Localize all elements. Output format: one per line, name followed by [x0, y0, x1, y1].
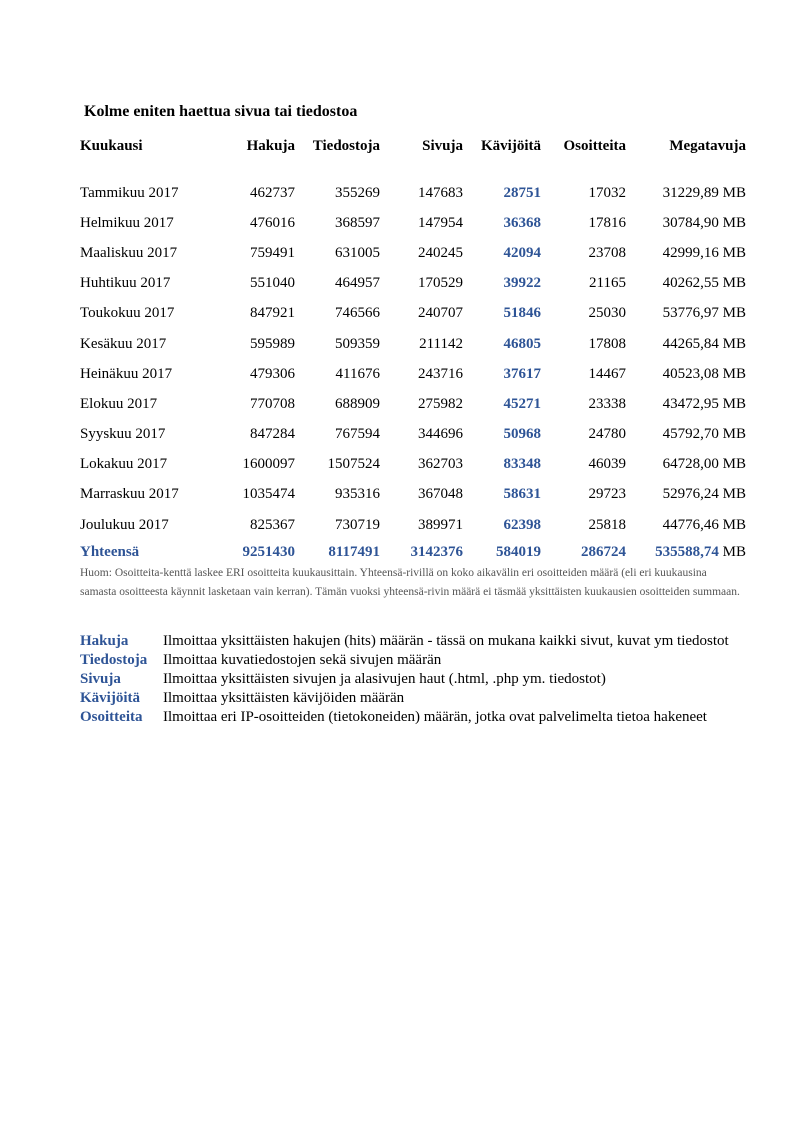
header-sivuja: Sivuja [422, 137, 463, 154]
megatavuja-value: 535588,74 [655, 543, 719, 560]
month-cell: Marraskuu 2017 [80, 486, 179, 503]
header-tiedostoja: Tiedostoja [312, 137, 380, 154]
kavijoita-cell: 62398 [503, 516, 541, 533]
header-megatavuja: Megatavuja [669, 137, 746, 154]
unit-label: MB [722, 335, 746, 352]
sivuja-cell: 147683 [418, 184, 463, 201]
hakuja-cell: 1035474 [242, 486, 295, 503]
month-cell: Toukokuu 2017 [80, 305, 175, 322]
total-row [80, 540, 746, 564]
legend-row [80, 632, 750, 651]
hakuja-cell: 462737 [250, 184, 295, 201]
osoitteita-cell: 25030 [588, 305, 626, 322]
tiedostoja-cell: 509359 [335, 335, 380, 352]
hakuja-cell: 9251430 [242, 543, 295, 560]
kavijoita-cell: 28751 [503, 184, 541, 201]
megatavuja-cell [626, 359, 746, 389]
megatavuja-cell [626, 238, 746, 268]
megatavuja-value: 42999,16 [662, 244, 719, 261]
kavijoita-cell: 37617 [503, 365, 541, 382]
megatavuja-value: 40262,55 [662, 275, 719, 292]
tiedostoja-cell: 464957 [335, 275, 380, 292]
megatavuja-cell [626, 178, 746, 208]
page-title: Kolme eniten haettua sivua tai tiedostoa [84, 103, 358, 120]
sivuja-cell: 344696 [418, 426, 463, 443]
osoitteita-cell: 14467 [588, 365, 626, 382]
sivuja-cell: 243716 [418, 365, 463, 382]
month-cell: Elokuu 2017 [80, 395, 158, 412]
osoitteita-cell: 29723 [588, 486, 626, 503]
tiedostoja-cell: 730719 [335, 516, 380, 533]
osoitteita-cell: 46039 [588, 456, 626, 473]
unit-label: MB [722, 426, 746, 443]
month-cell: Heinäkuu 2017 [80, 365, 173, 382]
hakuja-cell: 595989 [250, 335, 295, 352]
hakuja-cell: 1600097 [242, 456, 295, 473]
header-kuukausi: Kuukausi [80, 137, 143, 154]
unit-label: MB [722, 456, 746, 473]
legend-term: Osoitteita [80, 709, 143, 725]
tiedostoja-cell: 688909 [335, 395, 380, 412]
megatavuja-cell [626, 450, 746, 480]
osoitteita-cell: 21165 [589, 275, 626, 292]
table-row [80, 480, 746, 510]
unit-label: MB [722, 305, 746, 322]
kavijoita-cell: 42094 [503, 244, 541, 261]
legend-description: Ilmoittaa yksittäisten kävijöiden määrän [163, 690, 405, 706]
month-cell: Helmikuu 2017 [80, 214, 174, 231]
table-row [80, 269, 746, 299]
tiedostoja-cell: 767594 [335, 426, 380, 443]
megatavuja-value: 45792,70 [662, 426, 719, 443]
megatavuja-value: 44265,84 [662, 335, 719, 352]
month-cell: Tammikuu 2017 [80, 184, 179, 201]
megatavuja-cell [626, 389, 746, 419]
monthly-stats-table [80, 134, 746, 564]
legend [80, 632, 750, 727]
unit-label: MB [722, 486, 746, 503]
tiedostoja-cell: 8117491 [328, 543, 380, 560]
tiedostoja-cell: 355269 [335, 184, 380, 201]
megatavuja-value: 43472,95 [662, 395, 719, 412]
month-cell: Joulukuu 2017 [80, 516, 169, 533]
header-kavijoita: Kävijöitä [481, 137, 541, 154]
osoitteita-cell: 17808 [588, 335, 626, 352]
megatavuja-cell [626, 299, 746, 329]
megatavuja-cell [626, 420, 746, 450]
unit-label: MB [722, 214, 746, 231]
table-row [80, 389, 746, 419]
legend-row [80, 651, 750, 670]
osoitteita-cell: 286724 [581, 543, 626, 560]
sivuja-cell: 389971 [418, 516, 463, 533]
tiedostoja-cell: 1507524 [327, 456, 380, 473]
tiedostoja-cell: 746566 [335, 305, 380, 322]
unit-label: MB [722, 275, 746, 292]
unit-label: MB [722, 365, 746, 382]
kavijoita-cell: 45271 [503, 395, 541, 412]
megatavuja-cell [626, 540, 746, 564]
table-row [80, 329, 746, 359]
megatavuja-cell [626, 480, 746, 510]
tiedostoja-cell: 935316 [335, 486, 380, 503]
unit-label: MB [722, 395, 746, 412]
sivuja-cell: 275982 [418, 395, 463, 412]
table-row [80, 299, 746, 329]
sivuja-cell: 3142376 [410, 543, 463, 560]
table-row [80, 420, 746, 450]
tiedostoja-cell: 368597 [335, 214, 380, 231]
legend-row [80, 670, 750, 689]
osoitteita-cell: 23338 [588, 395, 626, 412]
kavijoita-cell: 39922 [503, 275, 541, 292]
megatavuja-value: 40523,08 [662, 365, 719, 382]
megatavuja-value: 44776,46 [662, 516, 719, 533]
megatavuja-cell [626, 208, 746, 238]
legend-row [80, 708, 750, 727]
table-row [80, 450, 746, 480]
unit-label: MB [722, 244, 746, 261]
legend-term: Hakuja [80, 633, 129, 649]
megatavuja-value: 31229,89 [662, 184, 719, 201]
month-cell: Huhtikuu 2017 [80, 275, 171, 292]
hakuja-cell: 479306 [250, 365, 295, 382]
megatavuja-value: 53776,97 [662, 305, 719, 322]
hakuja-cell: 847284 [250, 426, 295, 443]
osoitteita-cell: 17816 [588, 214, 626, 231]
kavijoita-cell: 51846 [503, 305, 541, 322]
kavijoita-cell: 46805 [503, 335, 541, 352]
month-cell: Lokakuu 2017 [80, 456, 168, 473]
sivuja-cell: 170529 [418, 275, 463, 292]
legend-description: Ilmoittaa yksittäisten hakujen (hits) määrän - tässä on mukana kaikki sivut, kuvat ym tiedostot [163, 633, 729, 649]
tiedostoja-cell: 631005 [335, 244, 380, 261]
kavijoita-cell: 36368 [503, 214, 541, 231]
sivuja-cell: 240707 [418, 305, 463, 322]
legend-term: Kävijöitä [80, 690, 140, 706]
hakuja-cell: 476016 [250, 214, 295, 231]
sivuja-cell: 367048 [418, 486, 463, 503]
table-body [80, 158, 746, 564]
month-cell: Syyskuu 2017 [80, 426, 166, 443]
table-row [80, 359, 746, 389]
legend-row [80, 689, 750, 708]
hakuja-cell: 551040 [250, 275, 295, 292]
spacer-row [80, 158, 746, 178]
month-cell: Maaliskuu 2017 [80, 244, 178, 261]
osoitteita-cell: 23708 [588, 244, 626, 261]
legend-term: Tiedostoja [80, 652, 148, 668]
month-cell: Kesäkuu 2017 [80, 335, 167, 352]
unit-label: MB [722, 516, 746, 533]
sivuja-cell: 211142 [419, 335, 463, 352]
hakuja-cell: 825367 [250, 516, 295, 533]
kavijoita-cell: 50968 [503, 426, 541, 443]
hakuja-cell: 847921 [250, 305, 295, 322]
kavijoita-cell: 58631 [503, 486, 541, 503]
megatavuja-value: 30784,90 [662, 214, 719, 231]
table-row [80, 178, 746, 208]
legend-description: Ilmoittaa eri IP-osoitteiden (tietokoneiden) määrän, jotka ovat palvelimelta tietoa hakeneet [163, 709, 707, 725]
osoitteita-cell: 24780 [588, 426, 626, 443]
legend-term: Sivuja [80, 671, 121, 687]
sivuja-cell: 147954 [418, 214, 463, 231]
megatavuja-value: 64728,00 [662, 456, 719, 473]
sivuja-cell: 240245 [418, 244, 463, 261]
unit-label: MB [722, 543, 746, 560]
table-row [80, 510, 746, 540]
header-osoitteita: Osoitteita [563, 137, 626, 154]
hakuja-cell: 770708 [250, 395, 295, 412]
legend-description: Ilmoittaa yksittäisten sivujen ja alasivujen haut (.html, .php ym. tiedostot) [163, 671, 606, 687]
osoitteita-cell: 25818 [588, 516, 626, 533]
note-text: Huom: Osoitteita-kenttä laskee ERI osoitteita kuukausittain. Yhteensä-rivillä on koko aikavälin eri osoitteiden määrä (eli eri kuukausina samasta osoitteesta käynnit lasketaan vain kerran). Tämän vuoksi yhteensä-rivin määrä ei täsmää yksittäisten kuukausien osoitteiden summaan. [80, 567, 740, 598]
kavijoita-cell: 584019 [496, 543, 541, 560]
table-row [80, 208, 746, 238]
table-row [80, 238, 746, 268]
table-header-row [80, 134, 746, 158]
month-cell: Yhteensä [80, 543, 140, 560]
tiedostoja-cell: 411676 [335, 365, 380, 382]
osoitteita-cell: 17032 [588, 184, 626, 201]
megatavuja-cell [626, 329, 746, 359]
unit-label: MB [722, 184, 746, 201]
header-hakuja: Hakuja [246, 137, 295, 154]
hakuja-cell: 759491 [250, 244, 295, 261]
kavijoita-cell: 83348 [503, 456, 541, 473]
megatavuja-value: 52976,24 [662, 486, 719, 503]
megatavuja-cell [626, 269, 746, 299]
sivuja-cell: 362703 [418, 456, 463, 473]
legend-description: Ilmoittaa kuvatiedostojen sekä sivujen määrän [163, 652, 442, 668]
megatavuja-cell [626, 510, 746, 540]
